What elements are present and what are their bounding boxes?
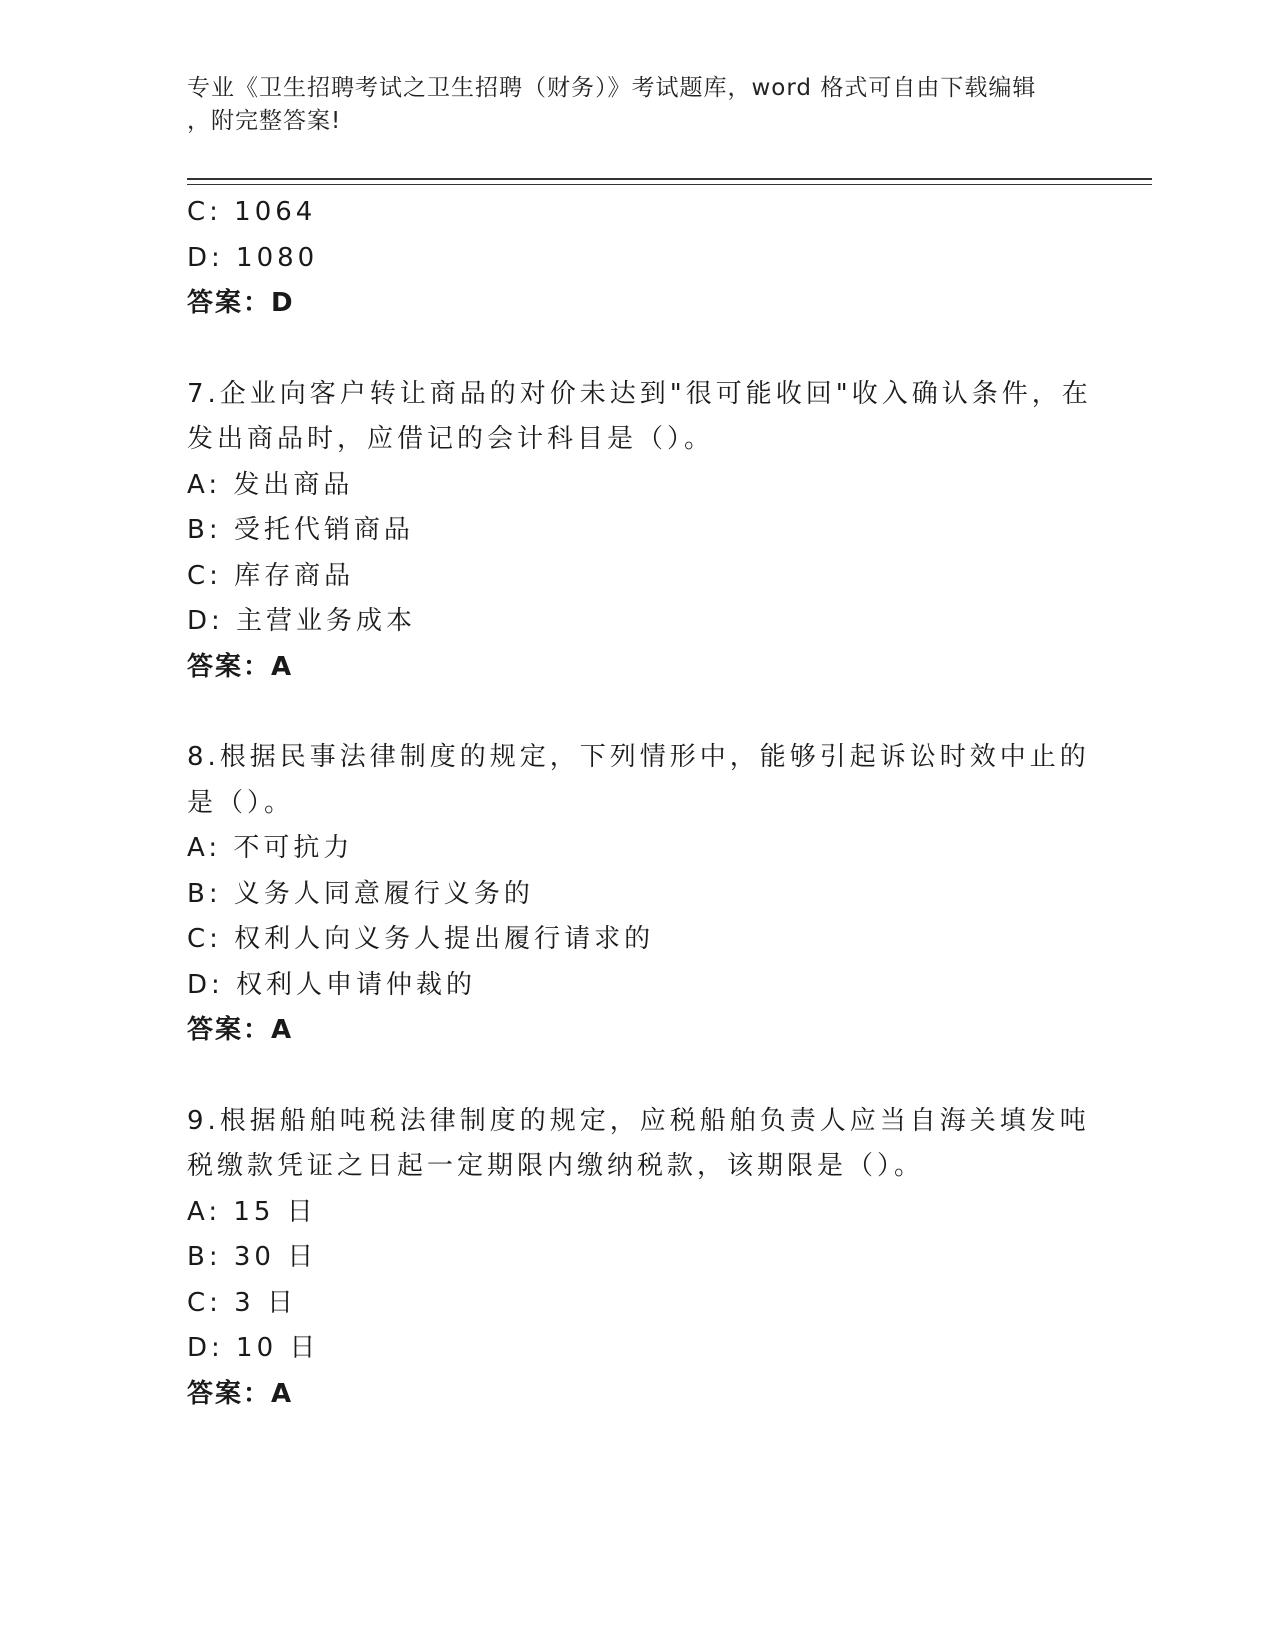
option-b: B: 义务人同意履行义务的 <box>187 878 534 909</box>
option-a: A: 不可抗力 <box>187 833 354 863</box>
answer-label: 答案：A <box>187 1378 294 1409</box>
answer-label: 答案：D <box>187 288 295 318</box>
option-a: A: 15 日 <box>187 1196 317 1227</box>
option-b: B: 30 日 <box>187 1242 318 1272</box>
answer-label: 答案：A <box>187 651 294 682</box>
header-title-line-2: ，附完整答案! <box>187 108 342 134</box>
answer-label: 答案：A <box>187 1015 294 1045</box>
option-c: C: 3 日 <box>187 1287 297 1318</box>
question-gap <box>187 327 1067 372</box>
question-8 <box>187 735 1090 1054</box>
question-gap <box>187 1054 1067 1099</box>
question-stem-line-1: 8.根据民事法律制度的规定，下列情形中，能够引起诉讼时效中止的 <box>187 742 1090 772</box>
option-d: D: 主营业务成本 <box>187 606 417 636</box>
header-title-line-1: 专业《卫生招聘考试之卫生招聘（财务）》考试题库，word 格式可自由下载编辑 <box>187 75 1037 101</box>
question-gap <box>187 690 1067 735</box>
option-a: A: 发出商品 <box>187 469 354 500</box>
option-d: D: 10 日 <box>187 1333 320 1363</box>
question-list <box>187 190 1092 1417</box>
option-b: B: 受托代销商品 <box>187 515 414 545</box>
page-header <box>187 72 1067 138</box>
header-divider-thick <box>187 178 1152 180</box>
option-c: C: 1064 <box>187 197 317 227</box>
question-stem-line-1: 9.根据船舶吨税法律制度的规定，应税船舶负责人应当自海关填发吨 <box>187 1105 1090 1136</box>
question-stem-line-2: 税缴款凭证之日起一定期限内缴纳税款，该期限是（）。 <box>187 1151 925 1181</box>
option-c: C: 权利人向义务人提出履行请求的 <box>187 924 655 954</box>
question-9 <box>187 1099 1090 1418</box>
question-stem-line-2: 是（）。 <box>187 787 295 818</box>
option-d: D: 权利人申请仲裁的 <box>187 969 477 1000</box>
option-c: C: 库存商品 <box>187 560 355 591</box>
option-d: D: 1080 <box>187 242 319 273</box>
question-6 <box>187 190 1067 327</box>
question-stem-line-1: 7.企业向客户转让商品的对价未达到"很可能收回"收入确认条件，在 <box>187 378 1092 409</box>
question-7 <box>187 372 1092 691</box>
question-stem-line-2: 发出商品时，应借记的会计科目是（）。 <box>187 424 715 454</box>
header-divider-thin <box>187 184 1152 185</box>
